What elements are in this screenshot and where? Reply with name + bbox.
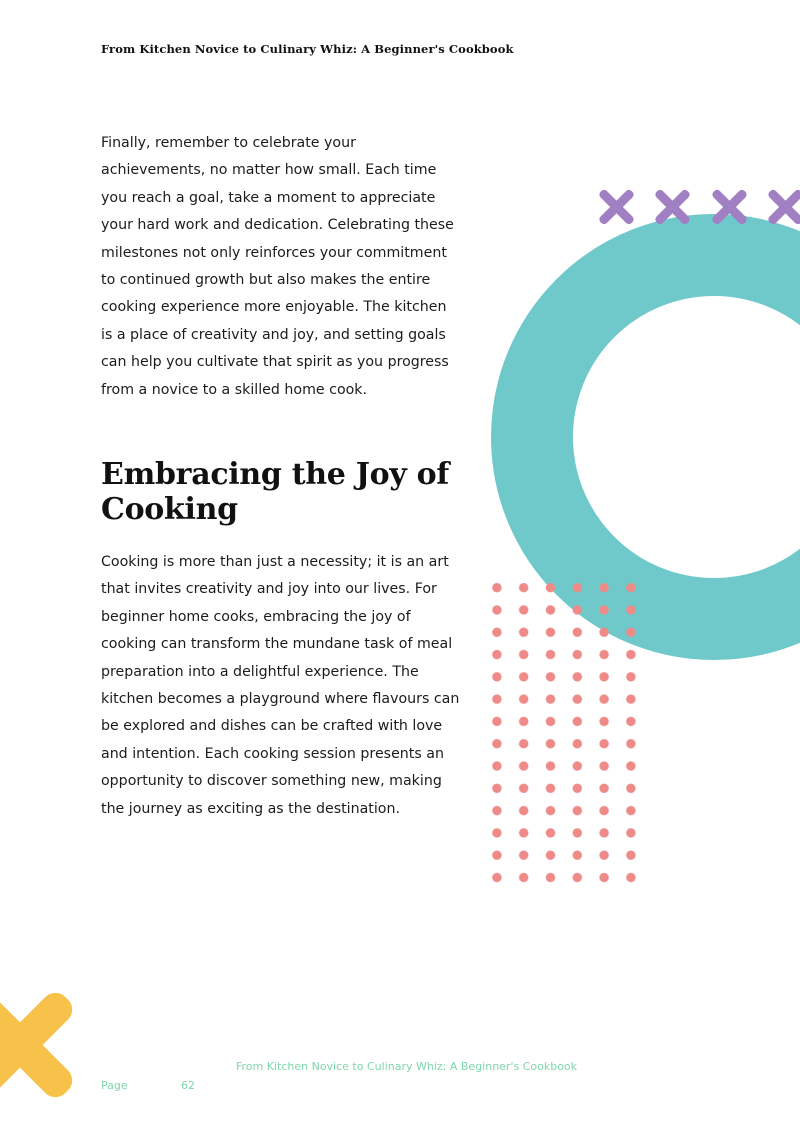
footer-title: From Kitchen Novice to Culinary Whiz: A Beginner's Cookbook [236, 1060, 578, 1073]
running-header: From Kitchen Novice to Culinary Whiz: A Beginner's Cookbook [101, 42, 514, 56]
purple-x-decoration [767, 189, 800, 225]
purple-x-decoration [654, 189, 690, 225]
yellow-cross-decoration [0, 985, 80, 1105]
pink-dot-grid-decoration [492, 583, 642, 888]
footer-page-number: 62 [181, 1079, 195, 1092]
body-paragraph-2: Cooking is more than just a necessity; it is an art that invites creativity and joy into our lives. For beginner home cooks, embracing the joy of cooking can transform the mundane task of meal preparation into a delightful experience. The kitchen becomes a playground where flavours can be explored and dishes can be crafted with love and intention. Each cooking session presents an opportunity to discover something new, making the journey as exciting as the destination. [101, 554, 460, 817]
body-paragraph-1: Finally, remember to celebrate your achievements, no matter how small. Each time you reach a goal, take a moment to appreciate your hard work and dedication. Celebrating these milestones not only reinforces your commitment to continued growth but also makes the entire cooking experience more enjoyable. The kitchen is a place of creativity and joy, and setting goals can help you cultivate that spirit as you progress from a novice to a skilled home cook. [101, 135, 454, 398]
purple-x-decoration [711, 189, 747, 225]
footer-page-label: Page [101, 1079, 128, 1092]
section-heading: Embracing the Joy of Cooking [101, 457, 449, 527]
purple-x-decoration [598, 189, 634, 225]
